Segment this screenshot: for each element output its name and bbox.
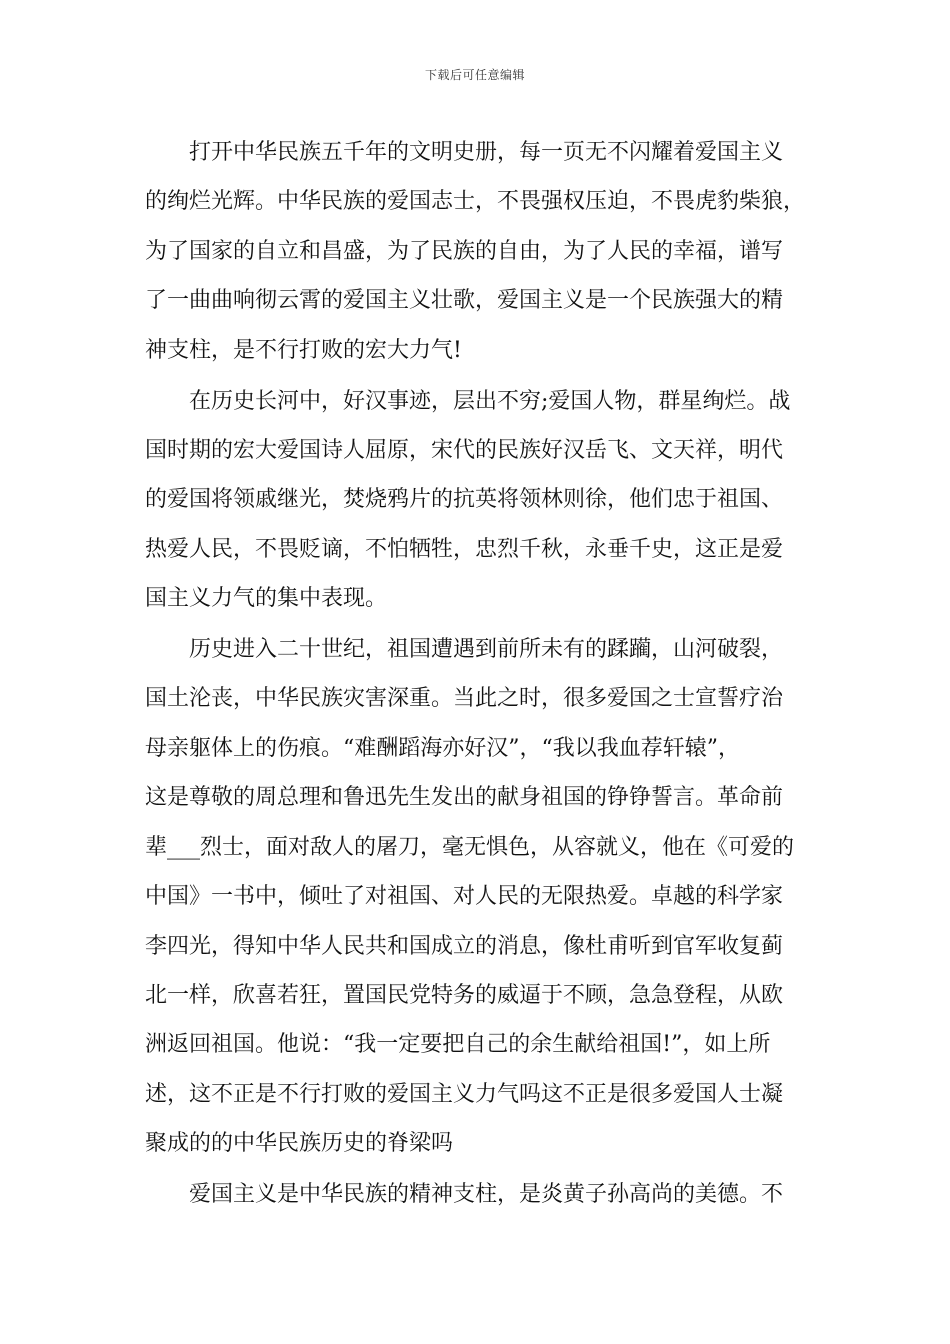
paragraph-line: 的绚烂光辉。中华民族的爱国志士，不畏强权压迫，不畏虎豹柴狼， [145, 189, 806, 215]
paragraph-line: 辈___烈士，面对敌人的屠刀，毫无惧色，从容就义，他在《可爱的 [145, 834, 795, 860]
paragraph-line: 北一样，欣喜若狂，置国民党特务的威逼于不顾，急急登程，从欧 [145, 982, 784, 1008]
paragraph [145, 377, 807, 624]
paragraph-line: 李四光，得知中华人民共和国成立的消息，像杜甫听到官军收复蓟 [145, 933, 784, 959]
paragraph-line: 热爱人民，不畏贬谪，不怕牺牲，忠烈千秋，永垂千史，这正是爱 [145, 536, 784, 562]
paragraph-line: 洲返回祖国。他说：“我一定要把自己的余生献给祖国!”，如上所 [145, 1032, 771, 1058]
paragraph [145, 625, 807, 1168]
paragraph-line: 母亲躯体上的伤痕。“难酬蹈海亦好汉”，“我以我血荐轩辕”， [145, 735, 740, 761]
paragraph-line: 国土沦丧，中华民族灾害深重。当此之时，很多爱国之士宣誓疗治 [145, 686, 784, 712]
document-body [145, 128, 807, 1219]
paragraph-line: 为了国家的自立和昌盛，为了民族的自由，为了人民的幸福，谱写 [145, 238, 784, 264]
paragraph [145, 1170, 807, 1219]
paragraph-line: 了一曲曲响彻云霄的爱国主义壮歌，爱国主义是一个民族强大的精 [145, 288, 784, 314]
paragraph-line: 爱国主义是中华民族的精神支柱，是炎黄子孙高尚的美德。不 [189, 1182, 784, 1208]
paragraph [145, 128, 807, 375]
paragraph-line: 的爱国将领戚继光，焚烧鸦片的抗英将领林则徐，他们忠于祖国、 [145, 487, 784, 513]
paragraph-line: 神支柱，是不行打败的宏大力气! [145, 337, 462, 363]
paragraph-line: 述，这不正是不行打败的爱国主义力气吗这不正是很多爱国人士凝 [145, 1081, 784, 1107]
paragraph-line: 国时期的宏大爱国诗人屈原，宋代的民族好汉岳飞、文天祥，明代 [145, 437, 784, 463]
paragraph-line: 这是尊敬的周总理和鲁迅先生发出的献身祖国的铮铮誓言。革命前 [145, 785, 784, 811]
paragraph-line: 历史进入二十世纪，祖国遭遇到前所未有的蹂躏，山河破裂， [189, 637, 784, 663]
paragraph-line: 聚成的的中华民族历史的脊梁吗 [145, 1131, 454, 1157]
paragraph-line: 打开中华民族五千年的文明史册，每一页无不闪耀着爱国主义 [189, 140, 784, 165]
paragraph-line: 国主义力气的集中表现。 [145, 586, 388, 612]
paragraph-line: 在历史长河中，好汉事迹，层出不穷;爱国人物，群星绚烂。战 [189, 388, 791, 414]
page-header: 下载后可任意编辑 [424, 68, 525, 82]
paragraph-line: 中国》一书中，倾吐了对祖国、对人民的无限热爱。卓越的科学家 [145, 884, 784, 910]
